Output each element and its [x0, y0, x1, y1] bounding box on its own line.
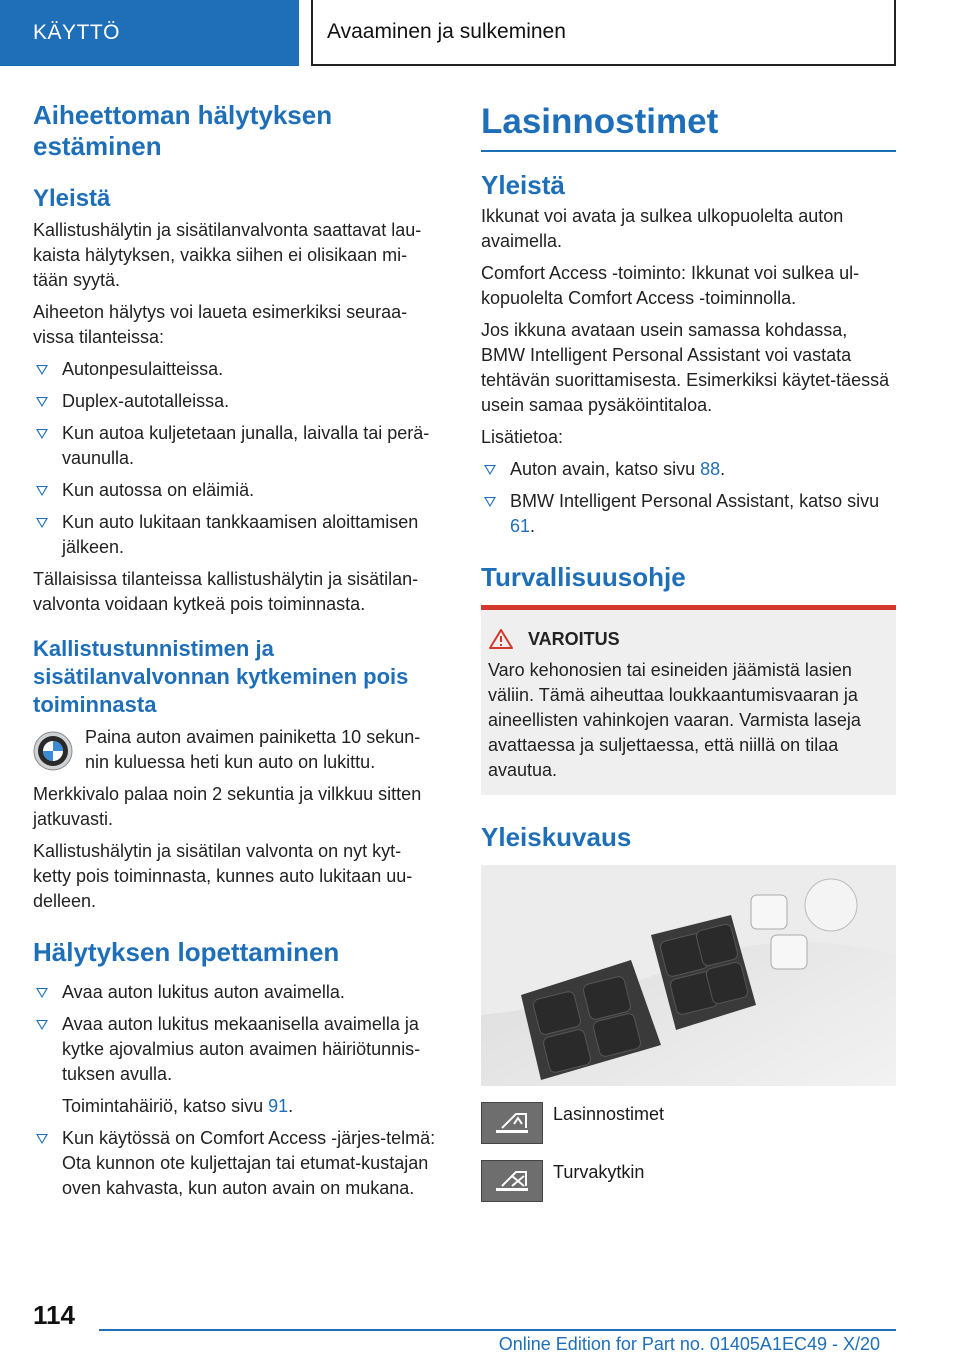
- section-title-false-alarm: Aiheettoman hälytyksen estäminen: [33, 100, 333, 161]
- footer-divider: [99, 1329, 896, 1331]
- triangle-bullet-icon: [484, 465, 496, 475]
- warning-text: Varo kehonosien tai esineiden jäämistä lasien väliin. Tämä aiheuttaa loukkaantumisvaaran ja aineellisten vahinkojen vaaran. Varmista laseja avattaessa ja suljettaessa, että niillä on tilaa avautua.: [488, 660, 861, 780]
- triangle-bullet-icon: [36, 365, 48, 375]
- triangle-bullet-icon: [36, 429, 48, 439]
- triangle-bullet-icon: [36, 1134, 48, 1144]
- list-item: Kun auto lukitaan tankkaamisen aloittamisen jälkeen.: [33, 510, 438, 560]
- legend-label: Lasinnostimet: [553, 1104, 665, 1124]
- triangle-bullet-icon: [36, 397, 48, 407]
- warning-box: [481, 605, 896, 795]
- paragraph: Merkkivalo palaa noin 2 sekuntia ja vilkkuu sitten jatkuvasti.: [33, 784, 422, 829]
- safety-switch-icon: [481, 1160, 543, 1202]
- heading-deactivate: Kallistustunnistimen ja sisätilanvalvonnan kytkeminen pois toiminnasta: [33, 636, 409, 717]
- legend-label: Turvakytkin: [553, 1162, 645, 1182]
- bmw-key-button-icon: [33, 731, 73, 771]
- situations-list: [33, 357, 438, 560]
- legend-item-window-lifters: [481, 1102, 896, 1144]
- list-item: Kun käytössä on Comfort Access -järjes-telmä: Ota kunnon ote kuljettajan tai etumat-kustajan oven kahvasta, kun auton avain on mukana.: [33, 1126, 438, 1201]
- right-column: [481, 100, 896, 1218]
- heading-general-left: Yleistä: [33, 185, 111, 212]
- list-item: BMW Intelligent Personal Assistant, katso sivu 61.: [481, 489, 896, 539]
- stop-alarm-list: [33, 980, 438, 1201]
- heading-stop-alarm: Hälytyksen lopettaminen: [33, 937, 340, 967]
- list-item: Kun autossa on eläimiä.: [33, 478, 438, 503]
- window-lifter-icon: [481, 1102, 543, 1144]
- list-item: Avaa auton lukitus mekaanisella avaimella ja kytke ajovalmius auton avaimen häiriötunnis-tuksen avulla. Toimintahäiriö, katso sivu 91.: [33, 1012, 438, 1119]
- footer-edition: Online Edition for Part no. 01405A1EC49 - X/20: [498, 1334, 880, 1354]
- paragraph: Paina auton avaimen painiketta 10 sekun-nin kuluessa heti kun auto on lukittu.: [85, 727, 421, 772]
- chapter-title: Avaaminen ja sulkeminen: [311, 0, 896, 66]
- triangle-bullet-icon: [36, 988, 48, 998]
- more-info-list: [481, 457, 896, 539]
- key-instruction: [33, 725, 438, 775]
- triangle-bullet-icon: [36, 486, 48, 496]
- heading-general-right: Yleistä: [481, 170, 565, 200]
- page-header: [0, 0, 960, 66]
- section-tab: KÄYTTÖ: [0, 0, 299, 66]
- triangle-bullet-icon: [36, 1020, 48, 1030]
- page-link-91[interactable]: 91: [268, 1096, 289, 1116]
- legend-item-safety-switch: [481, 1160, 896, 1202]
- warning-triangle-icon: [488, 628, 514, 650]
- paragraph: Lisätietoa:: [481, 427, 564, 447]
- section-title-window-lifters: Lasinnostimet: [481, 100, 896, 152]
- paragraph: Kallistushälytin ja sisätilan valvonta on nyt kyt-ketty pois toiminnasta, kunnes auto lukitaan uu-delleen.: [33, 841, 413, 911]
- paragraph: Ikkunat voi avata ja sulkea ulkopuolelta auton avaimella.: [481, 206, 844, 251]
- paragraph: Jos ikkuna avataan usein samassa kohdassa, BMW Intelligent Personal Assistant voi vastata tehtävän suorittamisesta. Esimerkiksi käytet-täessä usein samaa pysäköintitaloa.: [481, 320, 890, 415]
- page-number: 114: [33, 1300, 75, 1330]
- cross-reference: Toimintahäiriö, katso sivu 91.: [62, 1096, 294, 1116]
- paragraph: Comfort Access -toiminto: Ikkunat voi sulkea ul-kopuolelta Comfort Access -toiminnolla.: [481, 263, 860, 308]
- list-item: Kun autoa kuljetetaan junalla, laivalla tai perä-vaunulla.: [33, 421, 438, 471]
- page-link-88[interactable]: 88: [700, 459, 721, 479]
- heading-overview: Yleiskuvaus: [481, 822, 632, 852]
- triangle-bullet-icon: [484, 497, 496, 507]
- paragraph: Kallistushälytin ja sisätilanvalvonta saattavat lau-kaista hälytyksen, vaikka siihen ei olisikaan mi-tään syytä.: [33, 220, 422, 290]
- triangle-bullet-icon: [36, 518, 48, 528]
- list-item: Autonpesulaitteissa.: [33, 357, 438, 382]
- window-switch-photo: [481, 865, 896, 1086]
- warning-title: VAROITUS: [488, 628, 888, 650]
- list-item: Avaa auton lukitus auton avaimella.: [33, 980, 438, 1005]
- page-link-61[interactable]: 61: [510, 516, 531, 536]
- heading-safety: Turvallisuusohje: [481, 562, 686, 592]
- list-item: Auton avain, katso sivu 88.: [481, 457, 896, 482]
- left-column: [33, 100, 438, 1208]
- paragraph: Aiheeton hälytys voi laueta esimerkiksi seuraa-vissa tilanteissa:: [33, 302, 408, 347]
- paragraph: Tällaisissa tilanteissa kallistushälytin ja sisätilan-valvonta voidaan kytkeä pois toiminnasta.: [33, 569, 419, 614]
- list-item: Duplex-autotalleissa.: [33, 389, 438, 414]
